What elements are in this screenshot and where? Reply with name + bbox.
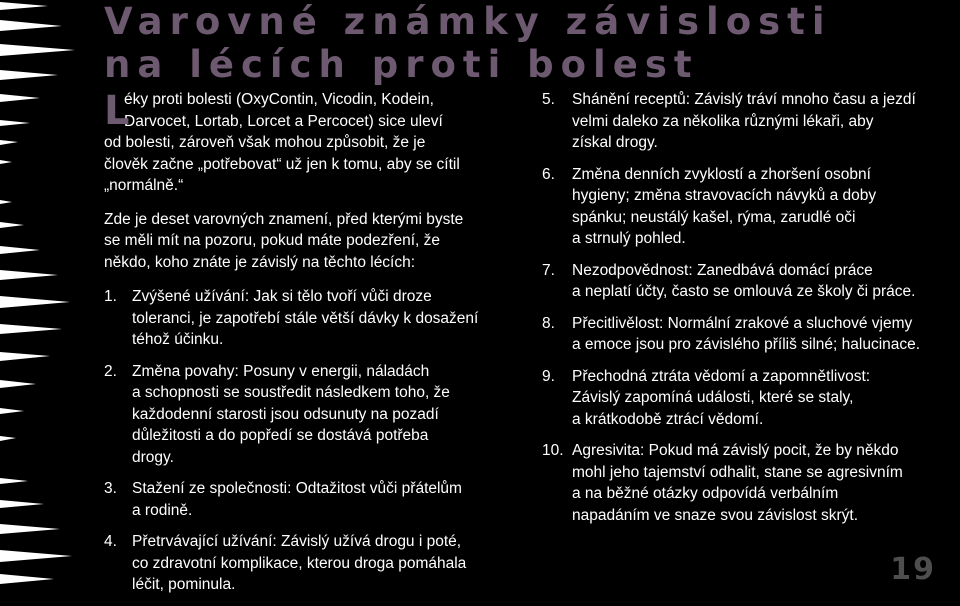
list-item (542, 260, 956, 303)
item-line: Agresivita: Pokud má závislý pocit, že by někdo (572, 442, 899, 459)
item-line: a rodině. (132, 501, 193, 519)
item-line: a krátkodobě ztrácí vědomí. (572, 410, 764, 428)
drop-cap: L (104, 88, 130, 134)
item-line: Přecitlivělost: Normální zrakové a sluchové vjemy (572, 314, 913, 332)
list-item (104, 531, 524, 596)
item-line: Změna povahy: Posuny v energii, náladách (132, 362, 430, 380)
item-number: 9. (542, 367, 555, 385)
item-line: Stažení ze společnosti: Odtažitost vůči přátelům (132, 480, 462, 497)
intro-line: éky proti bolesti (OxyContin, Vicodin, Kodein, (124, 91, 434, 108)
list-item (104, 478, 524, 521)
list-item (542, 164, 956, 250)
list-item (542, 313, 956, 356)
item-line: získal drogy. (572, 134, 658, 151)
item-line: velmi daleko za několika různými lékaři, aby (572, 112, 874, 130)
item-line: Nezodpovědnost: Zanedbává domácí práce (572, 261, 873, 279)
item-line: a strnulý pohled. (572, 230, 686, 247)
item-number: 10. (542, 442, 564, 459)
item-line: každodenní starosti jsou odsunuty na pozadí (132, 405, 439, 423)
item-line: a emoce jsou pro závislého příliš silné; halucinace. (572, 336, 921, 353)
item-number: 4. (104, 533, 117, 550)
list-item (104, 286, 524, 351)
item-line: a neplatí účty, často se omlouvá ze školy či práce. (572, 283, 916, 300)
item-line: a schopnosti se soustředit následkem toho, že (132, 384, 450, 401)
item-line: Přetrvávající užívání: Závislý užívá drogu i poté, (132, 533, 462, 550)
item-line: napadáním ve snaze svou závislost skrýt. (572, 506, 859, 524)
title-line-1: Varovné známky závislosti (104, 0, 832, 43)
intro-line: od bolesti, zároveň však mohou způsobit, že je (104, 134, 426, 151)
item-line: spánku; neustálý kašel, rýma, zarudlé oči (572, 208, 856, 226)
decorative-stripes (0, 0, 110, 589)
item-number: 2. (104, 362, 117, 380)
item-number: 1. (104, 288, 117, 305)
item-number: 7. (542, 261, 555, 279)
item-number: 3. (104, 480, 117, 497)
list-intro-paragraph (104, 209, 524, 274)
item-line: léčit, pominula. (132, 576, 236, 593)
para-line: někdo, koho znáte je závislý na těchto lécích: (104, 253, 416, 271)
item-line: drogy. (132, 448, 174, 466)
para-line: Zde je deset varovných znamení, před kterými byste (104, 210, 464, 228)
item-line: Přechodná ztráta vědomí a zapomnětlivost: (572, 367, 871, 385)
list-item (542, 440, 956, 526)
title-line-2: na lécích proti bolest (104, 43, 699, 86)
item-line: Zvýšené užívání: Jak si tělo tvoří vůči droze (132, 288, 432, 305)
item-number: 5. (542, 91, 555, 108)
list-item (542, 89, 956, 154)
item-line: a na běžné otázky odpovídá verbálním (572, 485, 839, 502)
intro-paragraph (104, 89, 524, 197)
intro-line: Darvocet, Lortab, Lorcet a Percocet) sice uleví (124, 112, 443, 130)
warning-signs-list-right (542, 89, 956, 526)
page-number: 19 (890, 552, 936, 587)
warning-signs-list-left (104, 286, 524, 596)
left-column (104, 89, 524, 606)
intro-line: „normálně.“ (104, 177, 184, 194)
page-title (104, 0, 832, 86)
item-line: Změna denních zvyklostí a zhoršení osobní (572, 165, 871, 183)
right-column (542, 89, 956, 536)
item-number: 6. (542, 165, 555, 183)
item-line: co zdravotní komplikace, kterou droga pomáhala (132, 554, 467, 572)
item-line: toleranci, je zapotřebí stále větší dávky k dosažení (132, 309, 479, 327)
intro-line: člověk začne „potřebovat“ už jen k tomu, aby se cítil (104, 155, 460, 173)
list-item (542, 366, 956, 431)
item-line: Závislý zapomíná události, které se staly, (572, 389, 854, 406)
item-number: 8. (542, 314, 555, 332)
item-line: mohl jeho tajemství odhalit, stane se agresivním (572, 463, 903, 481)
para-line: se měli mít na pozoru, pokud máte podezření, že (104, 232, 441, 249)
item-line: hygieny; změna stravovacích návyků a doby (572, 187, 877, 204)
list-item (104, 361, 524, 469)
item-line: téhož účinku. (132, 331, 224, 348)
item-line: Shánění receptů: Závislý tráví mnoho času a jezdí (572, 91, 916, 108)
item-line: důležitosti a do popředí se dostává potřeba (132, 427, 429, 444)
